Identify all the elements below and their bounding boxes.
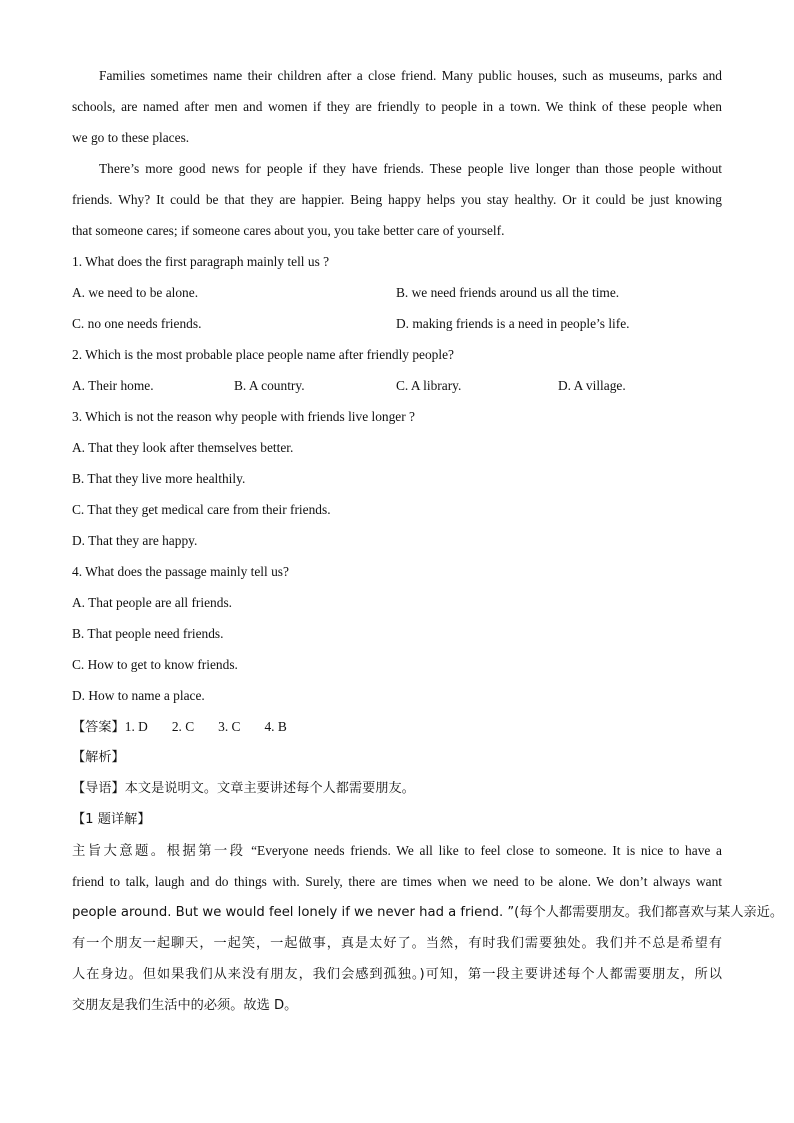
detail-line: 有一个朋友一起聊天，一起笑，一起做事，真是太好了。当然，有时我们需要独处。我们并不总是希望有 [72, 936, 722, 951]
detail-line: 交朋友是我们生活中的必须。故选 D。 [72, 998, 298, 1013]
question-1-option-d: D. making friends is a need in people’s life. [396, 316, 630, 331]
question-3-stem: 3. Which is not the reason why people with friends live longer ? [72, 409, 415, 424]
detail-line: people around. But we would feel lonely if we never had a friend. ”(每个人都需要朋友。我们都喜欢与某人亲近。 [72, 905, 784, 920]
passage-p1-line: schools, are named after men and women if they are friendly to people in a town. We think of these people when [72, 99, 722, 114]
question-4-option-c: C. How to get to know friends. [72, 657, 238, 672]
question-1-options-row [72, 308, 722, 339]
answer-item: 3. C [218, 719, 241, 734]
answer-item: 1. D [124, 719, 148, 734]
answer-item: 2. C [171, 719, 195, 734]
detail-line: friend to talk, laugh and do things with. Surely, there are times when we need to be alone. We don’t always want [72, 874, 722, 889]
question-1-option-b: B. we need friends around us all the time. [396, 285, 620, 300]
answer-label: 【答案】 [72, 720, 125, 735]
passage-p1-line: Families sometimes name their children after a close friend. Many public houses, such as museums, parks and [99, 68, 722, 83]
question-4-stem: 4. What does the passage mainly tell us? [72, 564, 289, 579]
detail-label: 【1 题详解】 [72, 812, 151, 827]
guide-text: 本文是说明文。文章主要讲述每个人都需要朋友。 [124, 781, 415, 796]
question-3-option-d: D. That they are happy. [72, 533, 198, 548]
question-3-option-b: B. That they live more healthily. [72, 471, 246, 486]
passage-p2-line: friends. Why? It could be that they are happier. Being happy helps you stay healthy. Or it could be just knowing [72, 192, 722, 207]
passage-p2-line: that someone cares; if someone cares about you, you take better care of yourself. [72, 223, 505, 238]
question-2-stem: 2. Which is the most probable place people name after friendly people? [72, 347, 454, 362]
answer-row [72, 711, 722, 742]
passage-p2-line: There’s more good news for people if they have friends. These people live longer than those people without [99, 161, 722, 176]
question-2-option-a: A. Their home. [72, 378, 154, 393]
question-2-option-c: C. A library. [396, 378, 462, 393]
passage-p1-line: we go to these places. [72, 130, 190, 145]
question-3-option-a: A. That they look after themselves better. [72, 440, 294, 455]
question-4-option-d: D. How to name a place. [72, 688, 205, 703]
detail-line: 主旨大意题。根据第一段 “Everyone needs friends. We all like to feel close to someone. It is nice to have a [72, 843, 722, 858]
document-content [72, 60, 784, 1021]
question-3-option-c: C. That they get medical care from their friends. [72, 502, 331, 517]
guide-row [72, 773, 722, 804]
question-2-options-row [72, 370, 722, 401]
question-1-option-c: C. no one needs friends. [72, 316, 202, 331]
question-4-option-a: A. That people are all friends. [72, 595, 233, 610]
question-2-option-d: D. A village. [558, 378, 626, 393]
guide-label: 【导语】 [72, 781, 125, 796]
answer-item: 4. B [264, 719, 287, 734]
question-1-option-a: A. we need to be alone. [72, 285, 199, 300]
question-4-option-b: B. That people need friends. [72, 626, 224, 641]
question-2-option-b: B. A country. [234, 378, 305, 393]
question-1-options-row [72, 277, 722, 308]
detail-line: 人在身边。但如果我们从来没有朋友，我们会感到孤独。)可知，第一段主要讲述每个人都需要朋友，所以 [72, 967, 722, 982]
analysis-label: 【解析】 [72, 750, 125, 765]
question-1-stem: 1. What does the first paragraph mainly tell us ? [72, 254, 330, 269]
